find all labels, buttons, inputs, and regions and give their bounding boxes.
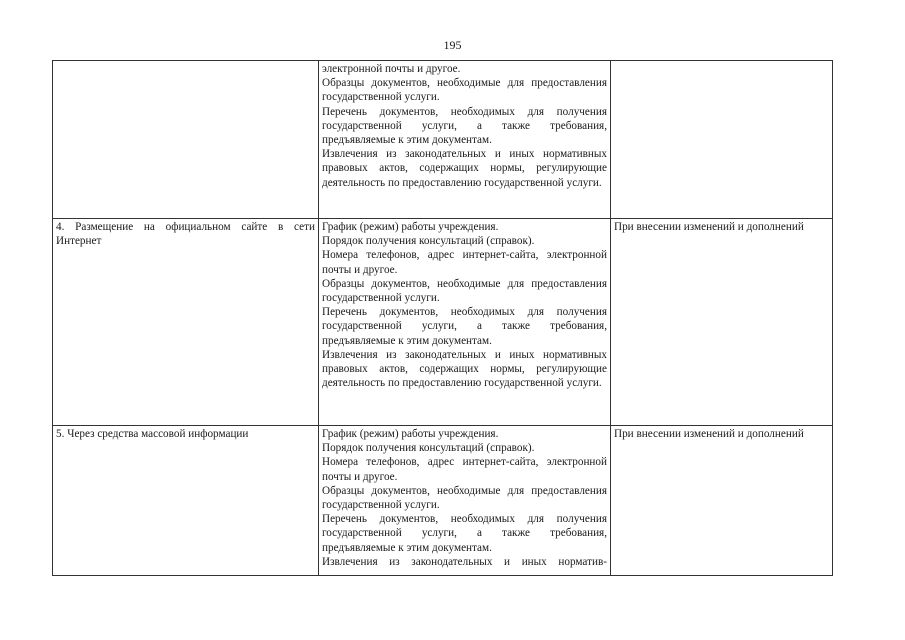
info-methods-table bbox=[52, 60, 833, 576]
content-cell bbox=[319, 219, 611, 426]
page-number: 195 bbox=[443, 38, 462, 52]
method-cell bbox=[53, 426, 319, 576]
content-paragraph: Образцы документов, необходимые для предоставления государственной услуги. bbox=[322, 484, 607, 512]
content-clip bbox=[322, 427, 607, 573]
content-paragraph: Номера телефонов, адрес интернет-сайта, электронной почты и другое. bbox=[322, 249, 607, 276]
content-paragraph: электронной почты и другое. bbox=[322, 63, 461, 75]
content-paragraph: Извлечения из законодательных и иных нормативных правовых актов, содержащих нормы, регулирующие деятельность по предоставлению государственной услуги. bbox=[322, 348, 607, 390]
content-paragraph: Перечень документов, необходимых для получения государственной услуги, а также требования, предъявляемые к этим документам. bbox=[322, 306, 607, 347]
content-cell bbox=[319, 426, 611, 576]
content-paragraph: Порядок получения консультаций (справок). bbox=[322, 235, 535, 248]
content-paragraph: График (режим) работы учреждения. bbox=[322, 221, 499, 233]
content-paragraph: Перечень документов, необходимых для получения государственной услуги, а также требования, предъявляемые к этим документам. bbox=[322, 105, 607, 147]
frequency-cell bbox=[611, 426, 833, 576]
content-paragraph: Номера телефонов, адрес интернет-сайта, электронной почты и другое. bbox=[322, 456, 607, 483]
table-row bbox=[53, 426, 833, 576]
frequency-text: При внесении изменений и дополнений bbox=[614, 221, 804, 233]
frequency-cell bbox=[611, 61, 833, 219]
method-text: 4. Размещение на официальном сайте в сети Интернет bbox=[56, 221, 315, 248]
content-paragraph: Образцы документов, необходимые для предоставления государственной услуги. bbox=[322, 277, 607, 305]
frequency-text: При внесении изменений и дополнений bbox=[614, 428, 804, 440]
table-row bbox=[53, 219, 833, 426]
content-cell bbox=[319, 61, 611, 219]
table-row bbox=[53, 61, 833, 219]
content-paragraph: Образцы документов, необходимые для предоставления государственной услуги. bbox=[322, 77, 607, 104]
content-paragraph: Извлечения из законодательных и иных нормативных правовых актов, содержащих нормы, регулирующие деятельность по предоставлению государственной услуги. bbox=[322, 148, 607, 189]
method-text: 5. Через средства массовой информации bbox=[56, 428, 249, 440]
content-paragraph: Извлечения из законодательных и иных норматив- bbox=[322, 555, 607, 568]
method-cell bbox=[53, 219, 319, 426]
method-cell bbox=[53, 61, 319, 219]
content-paragraph: График (режим) работы учреждения. bbox=[322, 428, 499, 440]
frequency-cell bbox=[611, 219, 833, 426]
content-paragraph: Порядок получения консультаций (справок). bbox=[322, 442, 535, 455]
content-paragraph: Перечень документов, необходимых для получения государственной услуги, а также требования, предъявляемые к этим документам. bbox=[322, 513, 607, 554]
